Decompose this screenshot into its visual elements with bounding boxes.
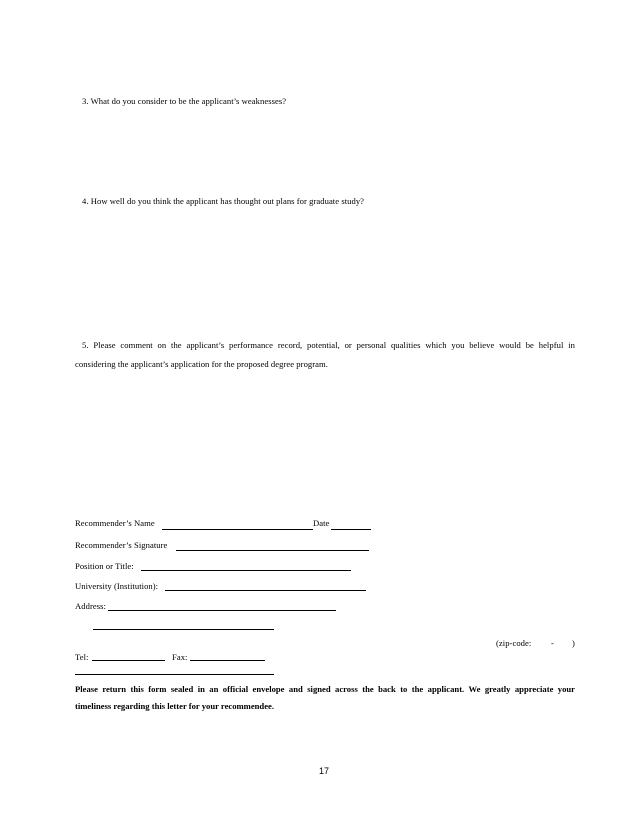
zip-code-field-1[interactable] xyxy=(537,648,549,649)
address-label: Address: xyxy=(75,601,106,611)
question-3: 3. What do you consider to be the applicant’s weaknesses? xyxy=(82,96,287,106)
fax-label: Fax: xyxy=(172,652,188,662)
zip-code-label: (zip-code: xyxy=(496,638,532,648)
address-field-line-1[interactable] xyxy=(108,610,336,611)
recommender-name-field[interactable] xyxy=(162,529,313,530)
tel-label: Tel: xyxy=(75,652,89,662)
date-label: Date xyxy=(313,518,330,528)
university-label: University (Institution): xyxy=(75,581,159,591)
recommender-signature-field[interactable] xyxy=(176,550,369,551)
university-field[interactable] xyxy=(165,590,366,591)
tel-field[interactable] xyxy=(92,660,165,661)
question-5-line-1: 5. Please comment on the applicant’s performance record, potential, or personal qualities which you believe would be helpful in xyxy=(82,340,575,350)
question-5-line-2: considering the applicant’s application for the proposed degree program. xyxy=(75,359,328,369)
zip-code-close: ) xyxy=(572,638,575,648)
date-field[interactable] xyxy=(331,529,371,530)
address-field-line-2[interactable] xyxy=(93,629,274,630)
page-number: 17 xyxy=(319,766,330,776)
return-instructions-line-2: timeliness regarding this letter for your recommendee. xyxy=(75,701,274,711)
question-4: 4. How well do you think the applicant has thought out plans for graduate study? xyxy=(82,196,365,206)
extra-contact-field[interactable] xyxy=(75,674,274,675)
fax-field[interactable] xyxy=(190,660,265,661)
zip-code-dash: - xyxy=(551,638,554,648)
position-label: Position or Title: xyxy=(75,561,134,571)
position-field[interactable] xyxy=(141,570,351,571)
return-instructions-line-1: Please return this form sealed in an official envelope and signed across the back to the applicant. We greatly appreciate your xyxy=(75,684,575,694)
zip-code-field-2[interactable] xyxy=(557,648,571,649)
recommender-name-label: Recommender’s Name xyxy=(75,518,155,528)
recommender-signature-label: Recommender’s Signature xyxy=(75,540,168,550)
